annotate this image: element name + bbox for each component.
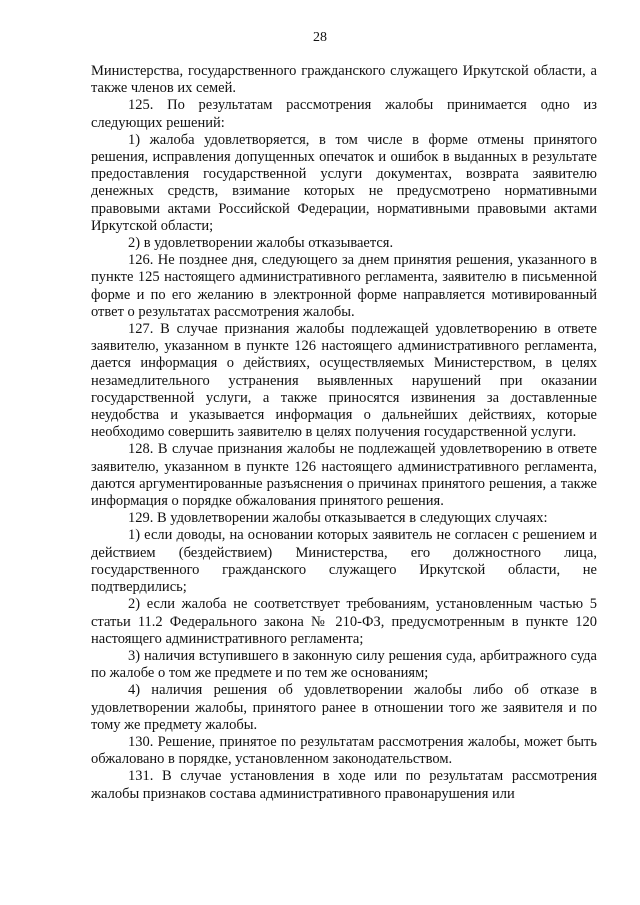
paragraph-125-item-2: 2) в удовлетворении жалобы отказывается. bbox=[128, 235, 394, 252]
document-body bbox=[91, 63, 597, 803]
paragraph-126: 126. Не позднее дня, следующего за днем принятия решения, указанного в пункте 125 настоящего административного регламента, заявителю в письменной форме и по его желанию в электронной форме направляется мотивированный ответ о результатах рассмотрения жалобы. bbox=[91, 252, 597, 320]
paragraph-129-item-4: 4) наличия решения об удовлетворении жалобы либо об отказе в удовлетворении жалобы, принятого ранее в отношении того же заявителя и по тому же предмету жалобы. bbox=[91, 682, 597, 733]
paragraph-128: 128. В случае признания жалобы не подлежащей удовлетворению в ответе заявителю, указанном в пункте 126 настоящего административного регламента, даются аргументированные разъяснения о причинах принятого решения, а также информация о порядке обжалования принятого решения. bbox=[91, 441, 597, 510]
paragraph-129-item-1: 1) если доводы, на основании которых заявитель не согласен с решением и действием (бездействием) Министерства, его должностного лица, государственного гражданского служащего Иркутской области, не подтвердились; bbox=[91, 527, 597, 596]
paragraph-continuation: Министерства, государственного гражданского служащего Иркутской области, а также членов их семей. bbox=[91, 63, 597, 97]
paragraph-129-item-2: 2) если жалоба не соответствует требованиям, установленным частью 5 статьи 11.2 Федерального закона № 210-ФЗ, предусмотренным в пункте 120 настоящего административного регламента; bbox=[91, 596, 597, 647]
paragraph-129: 129. В удовлетворении жалобы отказывается в следующих случаях: bbox=[128, 510, 548, 527]
page-number: 28 bbox=[313, 30, 327, 45]
paragraph-127: 127. В случае признания жалобы подлежащей удовлетворению в ответе заявителю, указанном в пункте 126 настоящего административного регламента, дается информация о действиях, осуществляемых Министерством, в целях незамедлительного устранения выявленных нарушений при оказании государственной услуги, а также приносятся извинения за доставленные неудобства и указывается информация о дальнейших действиях, которые необходимо совершить заявителю в целях получения государственной услуги. bbox=[91, 321, 597, 441]
paragraph-125: 125. По результатам рассмотрения жалобы принимается одно из следующих решений: bbox=[91, 97, 597, 131]
paragraph-129-item-3: 3) наличия вступившего в законную силу решения суда, арбитражного суда по жалобе о том же предмете и по тем же основаниям; bbox=[91, 647, 597, 682]
paragraph-131: 131. В случае установления в ходе или по результатам рассмотрения жалобы признаков состава административного правонарушения или bbox=[91, 768, 597, 802]
paragraph-125-item-1: 1) жалоба удовлетворяется, в том числе в форме отмены принятого решения, исправления допущенных опечаток и ошибок в выданных в результате предоставления государственной услуги документах, возврата заявителю денежных средств, взимание которых не предусмотрено нормативными правовыми актами Российской Федерации, нормативными правовыми актами Иркутской области; bbox=[91, 131, 597, 234]
paragraph-130: 130. Решение, принятое по результатам рассмотрения жалобы, может быть обжаловано в порядке, установленном законодательством. bbox=[91, 733, 597, 768]
